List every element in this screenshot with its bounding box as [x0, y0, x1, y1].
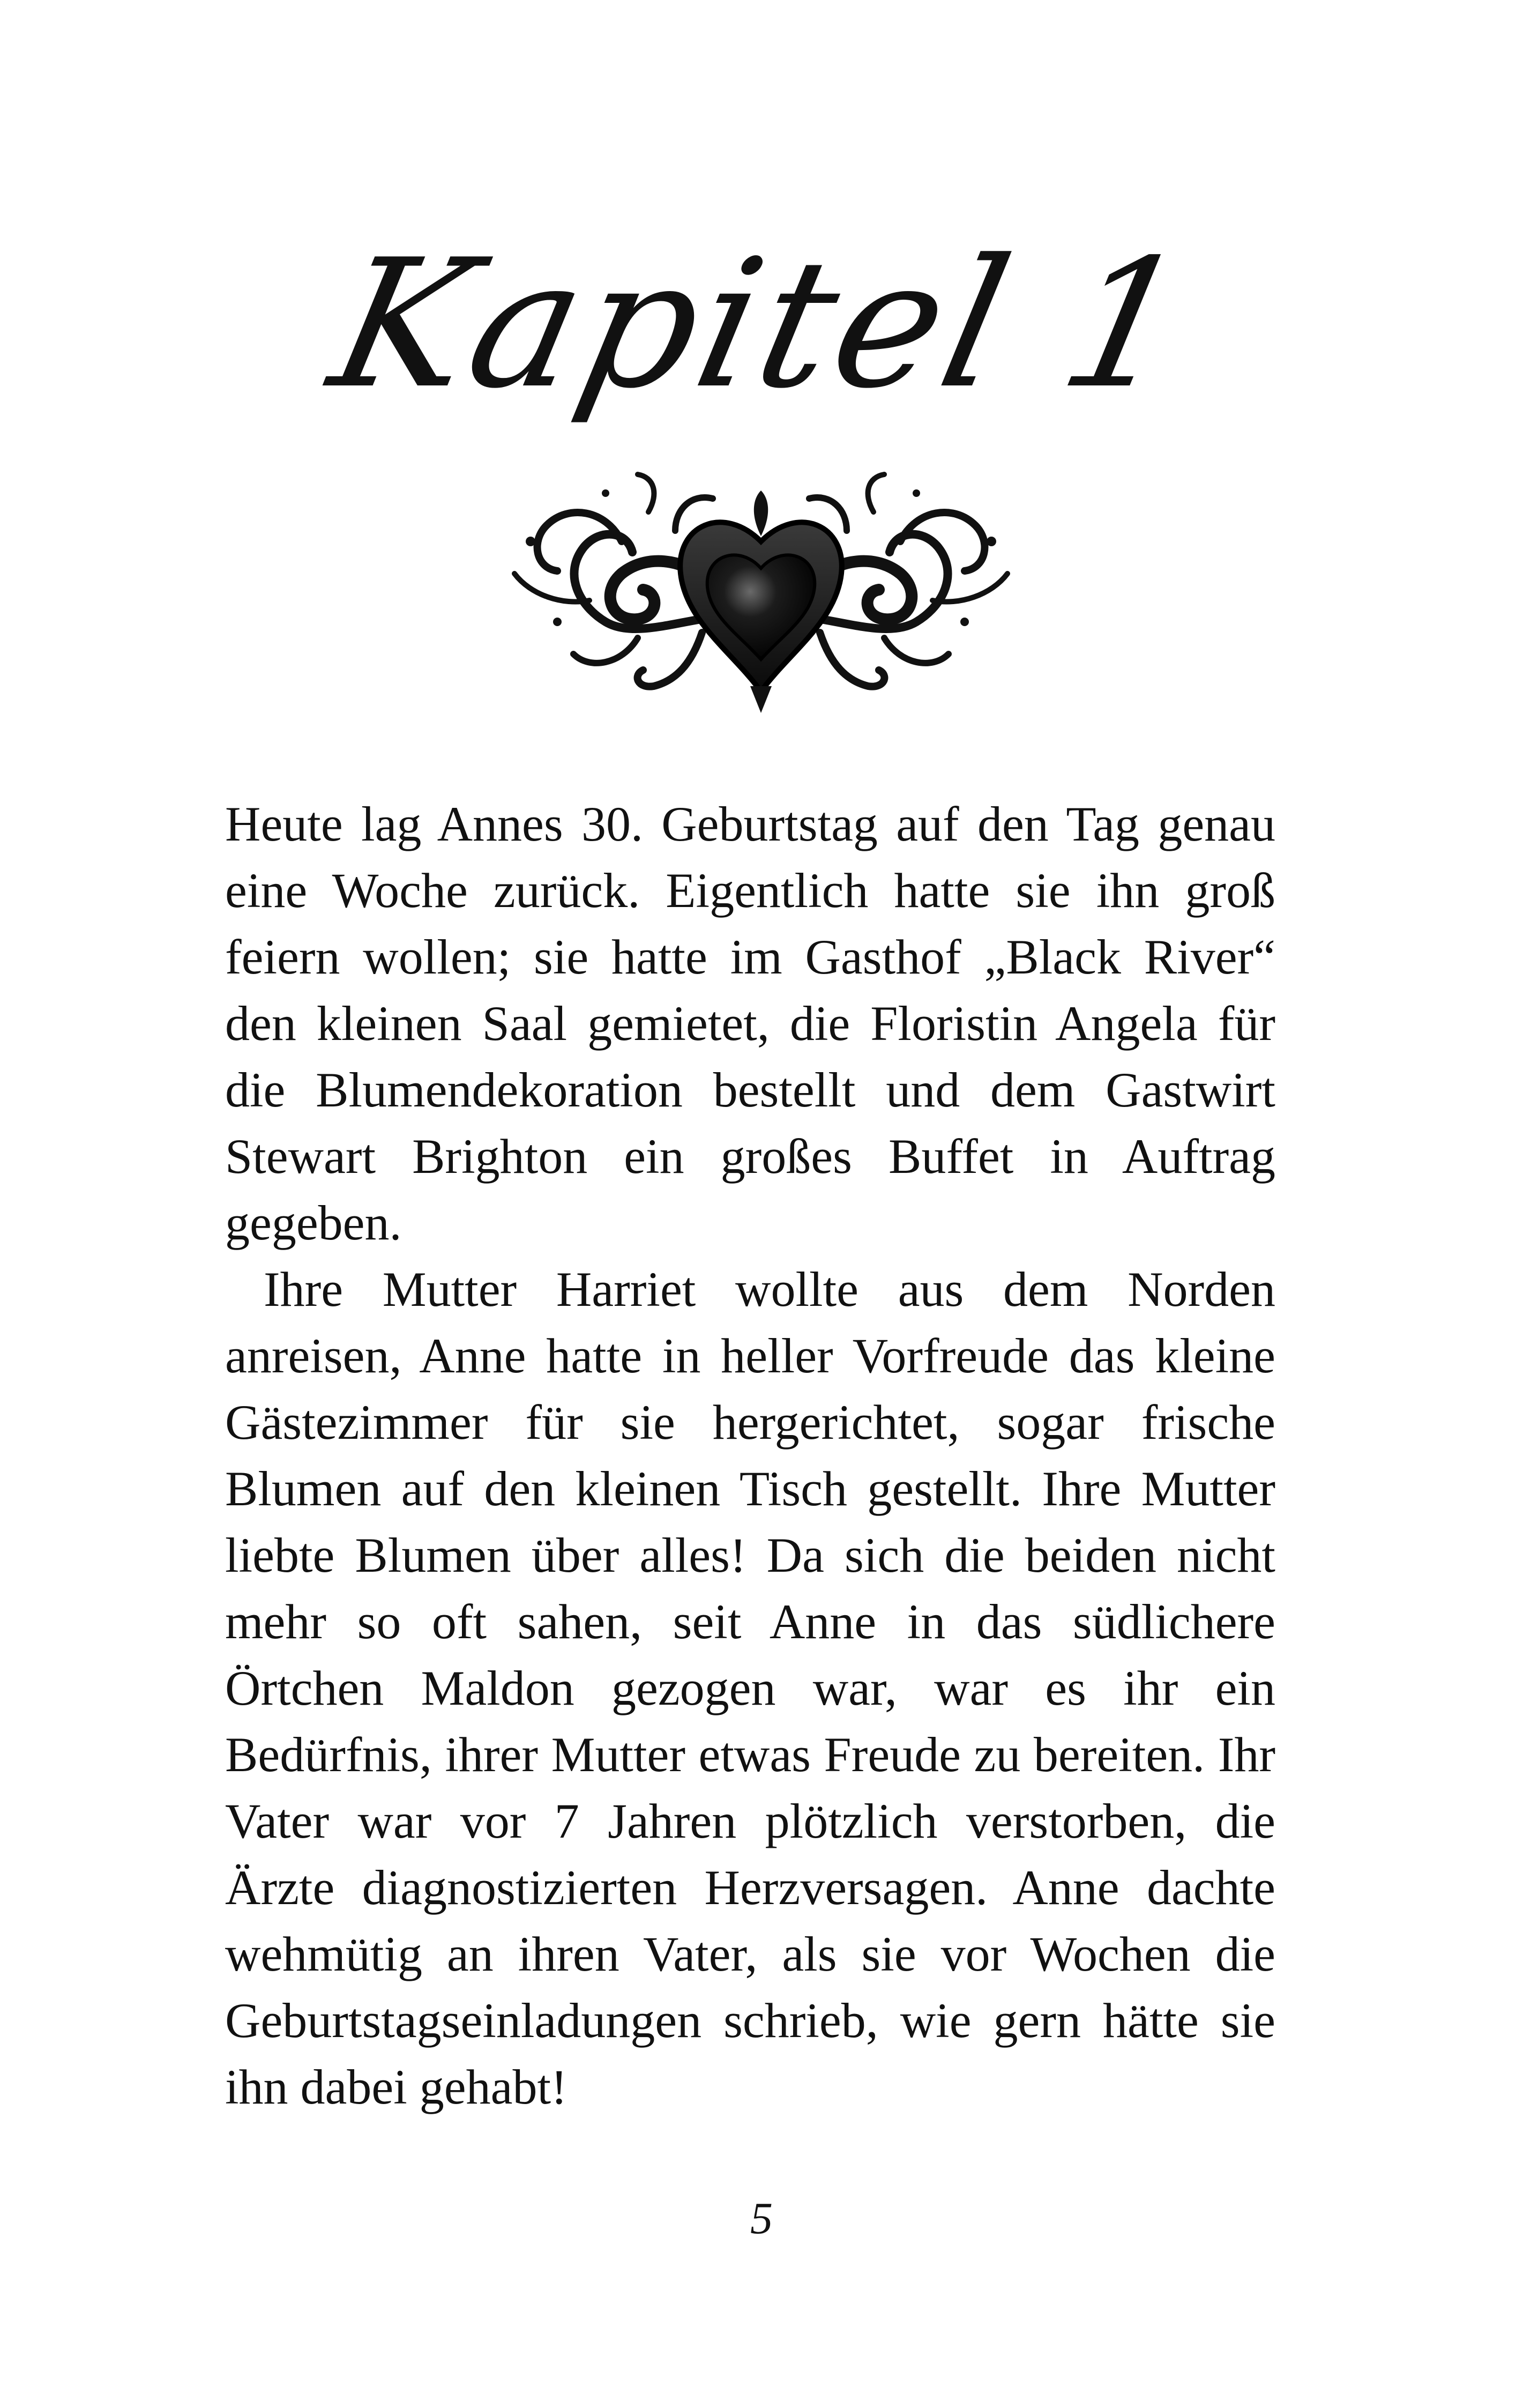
paragraph-1: Heute lag Annes 30. Geburtstag auf den Tag genau eine Woche zurück. Eigentlich hatte sie ihn groß feiern wollen; sie hatte im Gasthof „Black River“ den kleinen Saal gemietet, die Floristin Angela für die Blumendekoration bestellt und dem Gastwirt Stewart Brighton ein großes Buffet in Auftrag gegeben. [225, 797, 1275, 1250]
chapter-title: Kapitel 1 [316, 221, 1207, 427]
page-number: 5 [750, 2194, 773, 2243]
paragraph-2: Ihre Mutter Harriet wollte aus dem Norden anreisen, Anne hatte in heller Vorfreude das kleine Gästezimmer für sie hergerichtet, sogar frische Blumen auf den kleinen Tisch gestellt. Ihre Mutter liebte Blumen über alles! Da sich die beiden nicht mehr so oft sahen, seit Anne in das südlichere Örtchen Maldon gezogen war, war es ihr ein Bedürfnis, ihrer Mutter etwas Freude zu bereiten. Ihr Vater war vor 7 Jahren plötzlich verstorben, die Ärzte diagnostizierten Herzversagen. Anne dachte wehmütig an ihren Vater, als sie vor Wochen die Geburtstagseinladungen schrieb, wie gern hätte sie ihn dabei gehabt! [225, 1262, 1275, 2114]
black-heart-filigree-ornament-icon [498, 461, 1024, 718]
chapter-body [225, 791, 1275, 2120]
